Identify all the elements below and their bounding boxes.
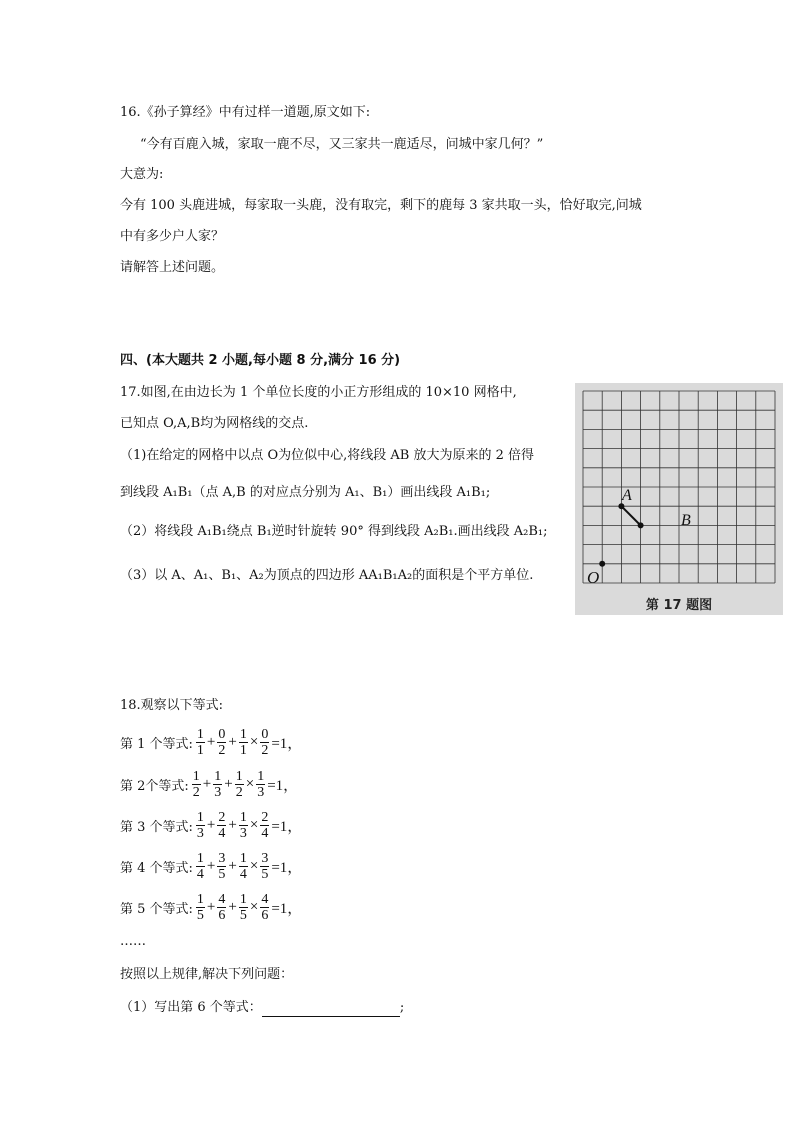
operator: + <box>228 857 237 874</box>
operator: × <box>249 733 259 750</box>
numerator: 1 <box>214 768 222 784</box>
denominator: 6 <box>261 907 269 923</box>
denominator: 5 <box>261 866 269 882</box>
operator: + <box>206 857 216 874</box>
equation-rhs: =1， <box>267 777 299 794</box>
fraction <box>239 851 248 882</box>
fraction <box>217 851 226 882</box>
denominator: 5 <box>218 866 226 882</box>
numerator: 1 <box>196 809 204 825</box>
equation-label: 第 5 个等式: <box>120 901 193 917</box>
numerator: 2 <box>261 809 269 825</box>
fraction <box>260 727 269 758</box>
numerator: 1 <box>239 891 247 907</box>
operator: + <box>206 898 216 915</box>
fraction <box>260 810 269 841</box>
fraction <box>217 810 226 841</box>
denominator: 3 <box>239 825 247 841</box>
fraction <box>196 727 205 758</box>
q16-instruction: 请解答上述问题。 <box>120 260 225 275</box>
q18-part1 <box>120 999 404 1017</box>
numerator: 3 <box>261 850 269 866</box>
point-o <box>599 561 605 567</box>
numerator: 1 <box>192 768 200 784</box>
q17-part2: （2）将线段 A₁B₁绕点 B₁逆时针旋转 90° 得到线段 A₂B₁.画出线段 A₂B₁; <box>120 524 548 539</box>
q18-part1-label: （1）写出第 6 个等式： <box>120 1000 262 1015</box>
section-heading: 四、(本大题共 2 小题,每小题 8 分,满分 16 分) <box>120 353 401 368</box>
operator: + <box>228 898 237 915</box>
denominator: 3 <box>257 784 265 800</box>
fraction <box>213 769 222 800</box>
fraction <box>239 892 248 923</box>
q17-line2: 已知点 O,A,B均为网格线的交点. <box>120 416 309 431</box>
equation-rhs: =1， <box>271 735 303 752</box>
operator: + <box>224 775 233 792</box>
denominator: 2 <box>218 742 226 758</box>
denominator: 4 <box>218 825 226 841</box>
operator: + <box>202 775 212 792</box>
fraction <box>260 892 269 923</box>
q16-meaning-line2: 中有多少户人家？ <box>120 229 225 244</box>
denominator: 3 <box>196 825 204 841</box>
denominator: 6 <box>218 907 226 923</box>
fraction <box>217 727 226 758</box>
equation-label: 第 3 个等式: <box>120 819 193 835</box>
operator: + <box>206 816 216 833</box>
denominator: 2 <box>261 742 269 758</box>
label-a: A <box>622 487 632 504</box>
label-o: O <box>587 568 600 587</box>
figure-caption: 第 17 题图 <box>645 598 713 613</box>
numerator: 0 <box>261 726 269 742</box>
operator: × <box>249 816 259 833</box>
q16-quote: “今有百鹿入城，家取一鹿不尽，又三家共一鹿适尽，问城中家几何？” <box>140 137 544 152</box>
q17-grid-figure <box>575 383 783 615</box>
denominator: 2 <box>235 784 243 800</box>
q17-part3: （3）以 A、A₁、B₁、A₂为顶点的四边形 AA₁B₁A₂的面积是个平方单位. <box>120 568 534 583</box>
equation-row <box>120 766 299 802</box>
point-a <box>618 503 624 509</box>
denominator: 3 <box>214 784 222 800</box>
label-b: B <box>681 512 691 529</box>
q17-line1: 17.如图,在由边长为 1 个单位长度的小正方形组成的 10×10 网格中, <box>120 385 517 400</box>
equation-rhs: =1， <box>271 859 303 876</box>
numerator: 3 <box>218 850 226 866</box>
grid-svg <box>575 383 783 615</box>
equation-rhs: =1， <box>271 818 303 835</box>
fraction <box>256 769 265 800</box>
fraction <box>192 769 201 800</box>
operator: + <box>228 733 237 750</box>
numerator: 1 <box>239 850 247 866</box>
q18-title: 18.观察以下等式: <box>120 698 224 713</box>
q16-title: 16.《孙子算经》中有过样一道题,原文如下: <box>120 105 371 120</box>
q17-part1a: （1)在给定的网格中以点 O为位似中心,将线段 AB 放大为原来的 2 倍得 <box>120 448 535 463</box>
fraction <box>217 892 226 923</box>
equation-row <box>120 848 303 884</box>
equation-row <box>120 889 303 925</box>
numerator: 1 <box>196 726 204 742</box>
fraction <box>196 892 205 923</box>
operator: + <box>228 816 237 833</box>
numerator: 0 <box>218 726 226 742</box>
numerator: 4 <box>261 891 269 907</box>
q16-meaning-line1: 今有 100 头鹿进城，每家取一头鹿，没有取完，剩下的鹿每 3 家共取一头，恰好取完,问城 <box>120 198 642 213</box>
denominator: 5 <box>196 907 204 923</box>
equation-label: 第 2个等式: <box>120 778 189 794</box>
denominator: 5 <box>239 907 247 923</box>
q18-ellipsis: …… <box>120 934 146 949</box>
denominator: 4 <box>239 866 247 882</box>
fraction <box>196 810 205 841</box>
operator: × <box>249 898 259 915</box>
denominator: 4 <box>196 866 204 882</box>
fraction <box>260 851 269 882</box>
q18-part1-end: ; <box>399 1000 405 1015</box>
numerator: 1 <box>235 768 243 784</box>
numerator: 1 <box>196 850 204 866</box>
fraction <box>196 851 205 882</box>
operator: + <box>206 733 216 750</box>
numerator: 2 <box>218 809 226 825</box>
equation-rhs: =1， <box>271 900 303 917</box>
denominator: 1 <box>196 742 204 758</box>
operator: × <box>249 857 259 874</box>
denominator: 4 <box>261 825 269 841</box>
denominator: 1 <box>239 742 247 758</box>
q18-instruction: 按照以上规律,解决下列问题： <box>120 967 294 982</box>
fraction <box>239 727 248 758</box>
fraction <box>235 769 244 800</box>
numerator: 1 <box>239 809 247 825</box>
answer-blank[interactable] <box>262 1002 400 1017</box>
numerator: 1 <box>239 726 247 742</box>
denominator: 2 <box>192 784 200 800</box>
equation-row <box>120 724 303 760</box>
operator: × <box>245 775 255 792</box>
equation-label: 第 4 个等式: <box>120 860 193 876</box>
numerator: 1 <box>257 768 265 784</box>
point-b <box>638 522 644 528</box>
fraction <box>239 810 248 841</box>
q16-meaning-label: 大意为: <box>120 167 164 182</box>
numerator: 1 <box>196 891 204 907</box>
equation-label: 第 1 个等式: <box>120 736 193 752</box>
q17-part1b: 到线段 A₁B₁（点 A,B 的对应点分别为 A₁、B₁）画出线段 A₁B₁; <box>120 485 491 500</box>
numerator: 4 <box>218 891 226 907</box>
equation-row <box>120 807 303 843</box>
